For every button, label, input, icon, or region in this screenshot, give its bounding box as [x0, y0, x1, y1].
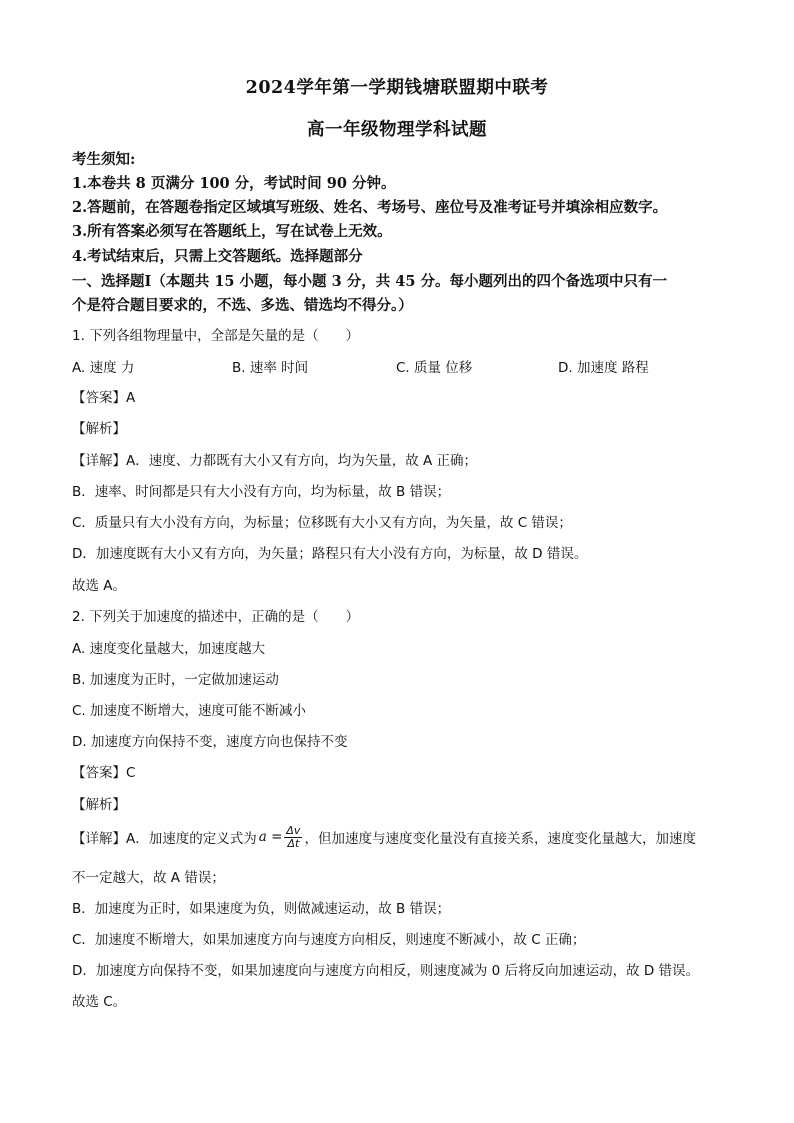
section-heading-cont: 个是符合题目要求的，不选、多选、错选均不得分。）: [72, 297, 413, 314]
notice-item: 3.所有答案必须写在答题纸上，写在试卷上无效。: [72, 223, 392, 240]
detail-formula-line: [72, 820, 696, 854]
question-stem: 2. 下列关于加速度的描述中，正确的是（ ）: [72, 609, 360, 625]
analysis-label: 【解析】: [72, 797, 126, 813]
option-b: B. 加速度为正时，一定做加速运动: [72, 672, 279, 688]
detail-suffix: ，但加速度与速度变化量没有直接关系，速度变化量越大，加速度: [304, 831, 696, 847]
detail-line: 【详解】A．速度、力都既有大小又有方向，均为矢量，故 A 正确；: [72, 453, 478, 469]
answer-label: 【答案】C: [72, 765, 136, 781]
formula-numerator: Δv: [286, 823, 301, 837]
acceleration-formula: [284, 825, 302, 850]
option-a: A. 速度变化量越大，加速度越大: [72, 641, 266, 657]
formula-lhs: a =: [258, 829, 283, 845]
exam-title: 2024学年第一学期钱塘联盟期中联考: [245, 78, 549, 98]
detail-line: C．质量只有大小没有方向，为标量；位移既有大小又有方向，为矢量，故 C 错误；: [72, 515, 572, 531]
conclusion-line: 故选 A。: [72, 578, 127, 594]
detail-line: D．加速度既有大小又有方向，为矢量；路程只有大小没有方向，为标量，故 D 错误。: [72, 546, 588, 562]
option-c: C. 质量 位移: [396, 360, 473, 376]
option-a: A. 速度 力: [72, 360, 135, 376]
question-stem: 1. 下列各组物理量中，全部是矢量的是（ ）: [72, 328, 360, 344]
answer-label: 【答案】A: [72, 390, 136, 406]
detail-prefix: 【详解】A．加速度的定义式为: [72, 831, 257, 847]
exam-subtitle: 高一年级物理学科试题: [307, 120, 487, 140]
notice-item: 1.本卷共 8 页满分 100 分，考试时间 90 分钟。: [72, 175, 396, 192]
detail-line: B．速率、时间都是只有大小没有方向，均为标量，故 B 错误；: [72, 484, 451, 500]
notice-item: 4.考试结束后，只需上交答题纸。选择题部分: [72, 248, 363, 265]
option-b: B. 速率 时间: [232, 360, 309, 376]
detail-line: C．加速度不断增大，如果加速度方向与速度方向相反，则速度不断减小，故 C 正确；: [72, 932, 586, 948]
option-d: D. 加速度方向保持不变，速度方向也保持不变: [72, 734, 348, 750]
option-c: C. 加速度不断增大，速度可能不断减小: [72, 703, 307, 719]
detail-line: 不一定越大，故 A 错误；: [72, 870, 225, 886]
conclusion-line: 故选 C。: [72, 994, 127, 1010]
notice-item: 2.答题前，在答题卷指定区域填写班级、姓名、考场号、座位号及准考证号并填涂相应数字。: [72, 199, 668, 216]
notice-heading: 考生须知:: [72, 151, 136, 168]
detail-line: D．加速度方向保持不变，如果加速度向与速度方向相反，则速度减为 0 后将反向加速运动，故 D 错误。: [72, 963, 700, 979]
detail-line: B．加速度为正时，如果速度为负，则做减速运动，故 B 错误；: [72, 901, 451, 917]
analysis-label: 【解析】: [72, 421, 126, 437]
formula-denominator: Δt: [287, 836, 300, 850]
option-d: D. 加速度 路程: [558, 360, 649, 376]
section-heading: 一、选择题Ⅰ（本题共 15 小题，每小题 3 分，共 45 分。每小题列出的四个备选项中只有一: [72, 273, 668, 290]
